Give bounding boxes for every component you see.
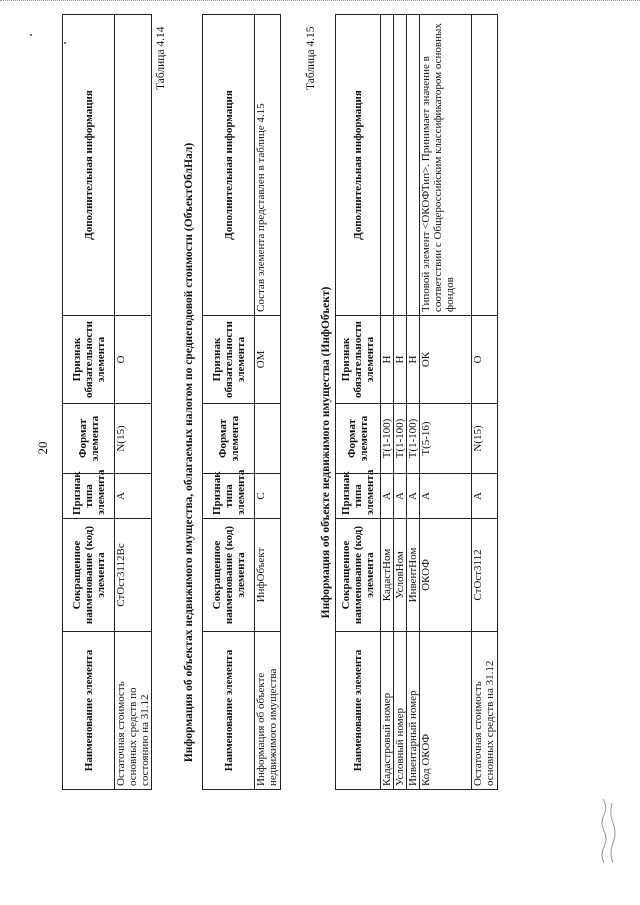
cell-required: Н <box>394 316 407 404</box>
table-row <box>472 15 498 790</box>
cell-info <box>394 15 407 316</box>
col-header: Признак типа элемента <box>336 474 381 519</box>
cell-format: T(5-16) <box>420 404 472 474</box>
cell-code: СтОст3112 <box>472 519 498 632</box>
col-header: Дополнительная информация <box>336 15 381 316</box>
col-header: Признак обязательности элемента <box>63 316 115 404</box>
cell-info <box>115 15 152 316</box>
col-header: Дополнительная информация <box>203 15 255 316</box>
col-header: Формат элемента <box>63 404 115 474</box>
cell-format: N(15) <box>115 404 152 474</box>
col-header: Наименование элемента <box>203 632 255 790</box>
table-caption: Таблица 4.14 <box>155 26 167 90</box>
col-header: Наименование элемента <box>63 632 115 790</box>
table-header-row <box>63 15 115 790</box>
table-header-row <box>336 15 381 790</box>
col-header: Дополнительная информация <box>63 15 115 316</box>
cell-format: N(15) <box>472 404 498 474</box>
cell-format <box>255 404 281 474</box>
cell-code: ОКОФ <box>420 519 472 632</box>
cell-type: А <box>394 474 407 519</box>
col-header: Сокращенное наименование (код) элемента <box>63 519 115 632</box>
cell-format: T(1-100) <box>381 404 394 474</box>
cell-required: О <box>472 316 498 404</box>
table-title: Информация об объекте недвижимого имущества (ИнфОбъект) <box>320 286 332 619</box>
cell-name: Инвентарный номер <box>407 632 420 790</box>
cell-code: ИнфОбъект <box>255 519 281 632</box>
page-number: 20 <box>35 441 50 455</box>
cell-name: Код ОКОФ <box>420 632 472 790</box>
cell-info <box>472 15 498 316</box>
cell-type: А <box>381 474 394 519</box>
cell-name: Кадастровый номер <box>381 632 394 790</box>
col-header: Формат элемента <box>203 404 255 474</box>
table-4-15 <box>335 14 498 790</box>
cell-required: Н <box>407 316 420 404</box>
cell-info <box>407 15 420 316</box>
cell-name: Остаточная стоимость основных средств по состоянию на 31.12 <box>115 632 152 790</box>
col-header: Признак обязательности элемента <box>203 316 255 404</box>
cell-type: А <box>407 474 420 519</box>
cell-name: Условный номер <box>394 632 407 790</box>
table-row <box>381 15 394 790</box>
cell-type: С <box>255 474 281 519</box>
col-header: Сокращенное наименование (код) элемента <box>203 519 255 632</box>
col-header: Признак типа элемента <box>63 474 115 519</box>
cell-name: Остаточная стоимость основных средств на 31.12 <box>472 632 498 790</box>
table-row <box>115 15 152 790</box>
col-header: Признак обязательности элемента <box>336 316 381 404</box>
table-row <box>407 15 420 790</box>
cell-required: Н <box>381 316 394 404</box>
table-caption: Таблица 4.15 <box>305 26 317 90</box>
table-row <box>255 15 281 790</box>
table-header-row <box>203 15 255 790</box>
cell-code: КадастНом <box>381 519 394 632</box>
col-header: Формат элемента <box>336 404 381 474</box>
cell-info: Состав элемента представлен в таблице 4.15 <box>255 15 281 316</box>
cell-type: А <box>420 474 472 519</box>
cell-type: А <box>472 474 498 519</box>
table-row <box>420 15 472 790</box>
cell-required: О <box>115 316 152 404</box>
col-header: Сокращенное наименование (код) элемента <box>336 519 381 632</box>
cell-info: Типовой элемент <ОКОФТип>. Принимает значение в соответствии с Общероссийским классификатором основных фондов <box>420 15 472 316</box>
faint-stamp <box>598 795 622 865</box>
stamp-scribble-icon <box>598 795 620 865</box>
cell-required: ОК <box>420 316 472 404</box>
cell-name: Информация об объекте недвижимого имущества <box>255 632 281 790</box>
cell-format: T(1-100) <box>407 404 420 474</box>
cell-type: А <box>115 474 152 519</box>
col-header: Признак типа элемента <box>203 474 255 519</box>
col-header: Наименование элемента <box>336 632 381 790</box>
table-continuation <box>62 14 152 790</box>
table-row <box>394 15 407 790</box>
table-title: Информация об объектах недвижимого имущества, облагаемых налогом по среднегодовой стоимости (ОбъектОблНал) <box>183 142 195 763</box>
cell-code: УсловНом <box>394 519 407 632</box>
cell-code: СтОст3112Вс <box>115 519 152 632</box>
table-4-14 <box>202 14 281 790</box>
cell-code: ИнвентНом <box>407 519 420 632</box>
cell-required: ОМ <box>255 316 281 404</box>
cell-info <box>381 15 394 316</box>
cell-format: T(1-100) <box>394 404 407 474</box>
